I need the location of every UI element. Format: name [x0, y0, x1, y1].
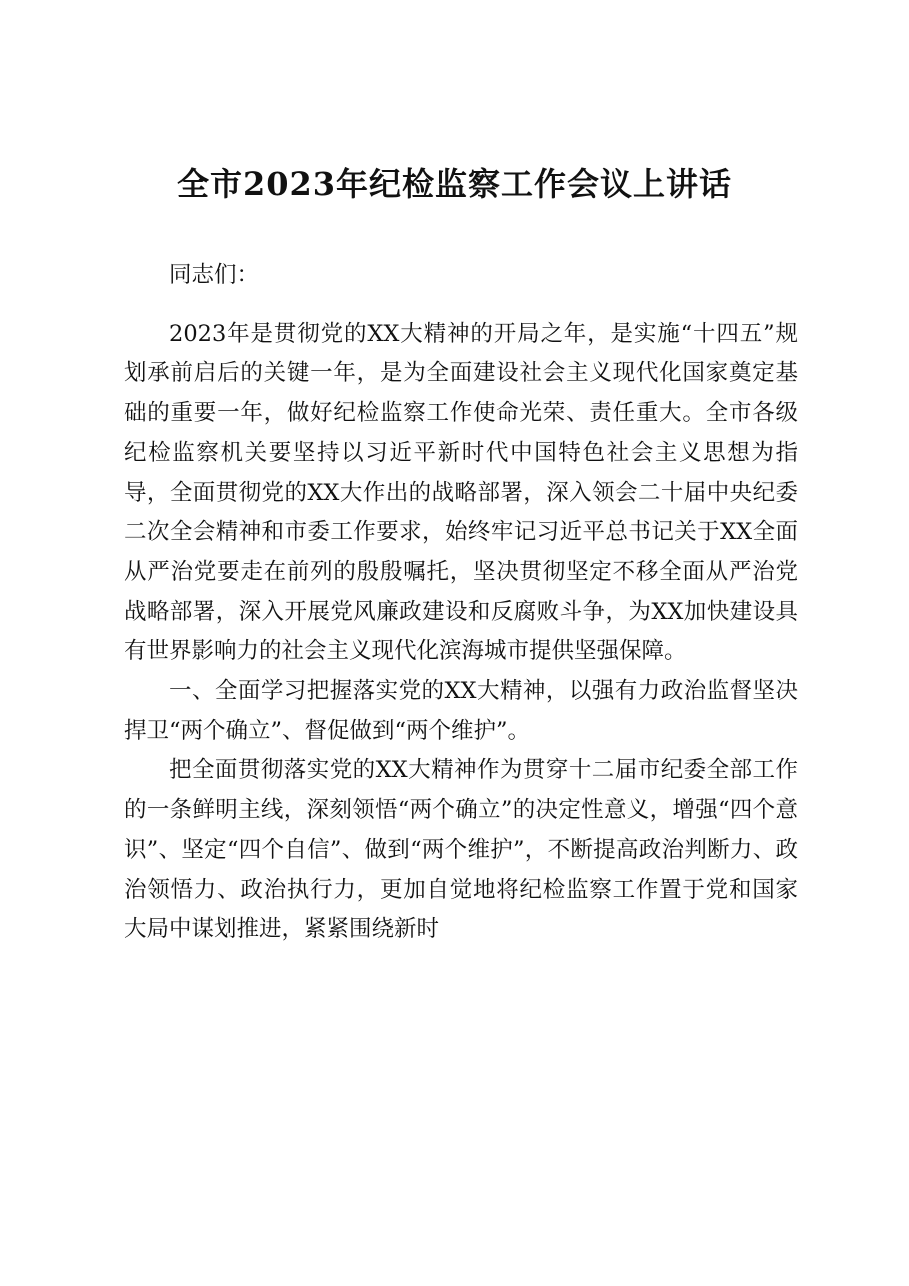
section-heading: 一、全面学习把握落实党的XX大精神，以强有力政治监督坚决捍卫“两个确立”、督促做到“两个维护”。 — [124, 678, 798, 744]
document-body — [124, 256, 798, 950]
document-title: 全市2023年纪检监察工作会议上讲话 — [176, 165, 733, 203]
salutation: 同志们： — [169, 262, 260, 288]
body-paragraph: 把全面贯彻落实党的XX大精神作为贯穿十二届市纪委全部工作的一条鲜明主线，深刻领悟“两个确立”的决定性意义，增强“四个意识”、坚定“四个自信”、做到“两个维护”，不断提高政治判断力、政治领悟力、政治执行力，更加自觉地将纪检监察工作置于党和国家大局中谋划推进，紧紧围绕新时 — [124, 757, 798, 943]
body-paragraph: 2023年是贯彻党的XX大精神的开局之年，是实施“十四五”规划承前启后的关键一年，是为全面建设社会主义现代化国家奠定基础的重要一年，做好纪检监察工作使命光荣、责任重大。全市各级纪检监察机关要坚持以习近平新时代中国特色社会主义思想为指导，全面贯彻党的XX大作出的战略部署，深入领会二十届中央纪委二次全会精神和市委工作要求，始终牢记习近平总书记关于XX全面从严治党要走在前列的殷殷嘱托，坚决贯彻坚定不移全面从严治党战略部署，深入开展党风廉政建设和反腐败斗争，为XX加快建设具有世界影响力的社会主义现代化滨海城市提供坚强保障。 — [124, 320, 798, 665]
